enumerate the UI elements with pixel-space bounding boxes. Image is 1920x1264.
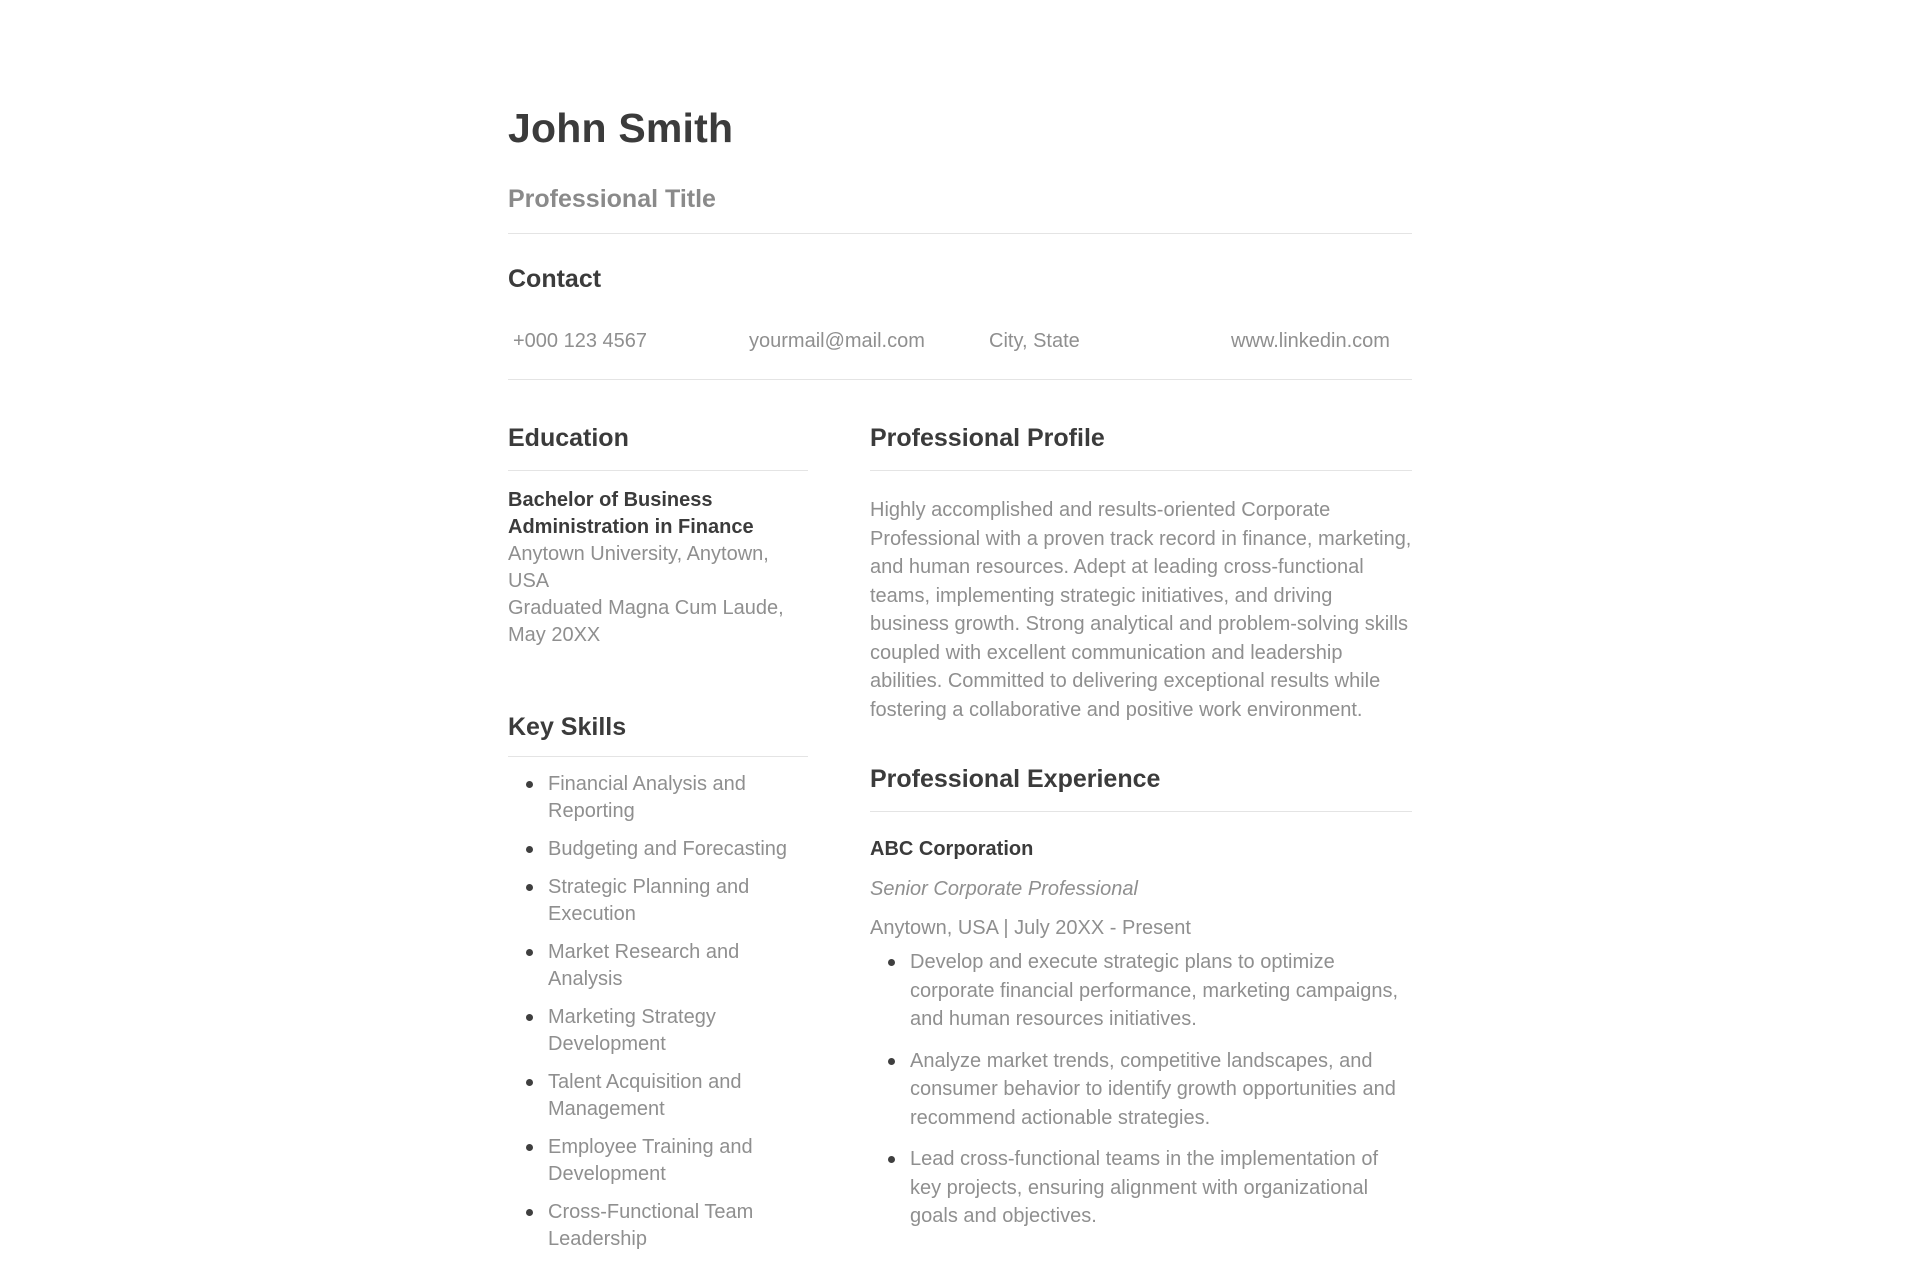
two-column-body xyxy=(508,423,1412,1264)
education-school: Anytown University, Anytown, USA xyxy=(508,543,769,592)
person-name: John Smith xyxy=(508,105,734,151)
header-divider xyxy=(508,233,1412,234)
professional-title: Professional Title xyxy=(508,185,716,213)
contact-row xyxy=(508,329,1412,353)
skill-item: Marketing Strategy Development xyxy=(508,1004,808,1058)
experience-bullet: Analyze market trends, competitive landscapes, and consumer behavior to identify growth opportunities and recommend actionable strategies. xyxy=(870,1047,1412,1133)
skill-item: Financial Analysis and Reporting xyxy=(508,771,808,825)
experience-location-dates: Anytown, USA | July 20XX - Present xyxy=(870,917,1191,939)
professional-experience-heading: Professional Experience xyxy=(870,765,1161,793)
professional-profile-heading: Professional Profile xyxy=(870,424,1105,452)
contact-heading: Contact xyxy=(508,265,602,293)
skill-item: Budgeting and Forecasting xyxy=(508,836,808,863)
education-section xyxy=(508,423,808,649)
professional-experience-section xyxy=(870,764,1412,1231)
education-heading: Education xyxy=(508,424,629,452)
key-skills-heading: Key Skills xyxy=(508,713,627,741)
experience-company: ABC Corporation xyxy=(870,838,1034,860)
skill-item: Strategic Planning and Execution xyxy=(508,874,808,928)
professional-profile-text: Highly accomplished and results-oriented Corporate Professional with a proven track record in finance, marketing, and human resources. Adept at leading cross-functional teams, implementing strategic initiatives, and driving business growth. Strong analytical and problem-solving skills coupled with excellent communication and leadership abilities. Committed to delivering exceptional results while fostering a collaborative and positive work environment. xyxy=(870,499,1412,721)
professional-profile-divider xyxy=(870,470,1412,471)
key-skills-section xyxy=(508,712,808,1253)
key-skills-list xyxy=(508,771,808,1253)
skill-item: Employee Training and Development xyxy=(508,1134,808,1188)
right-column xyxy=(870,423,1412,1264)
contact-section xyxy=(508,264,1412,380)
professional-profile-section xyxy=(870,423,1412,724)
contact-website: www.linkedin.com xyxy=(1231,330,1390,352)
left-column xyxy=(508,423,808,1264)
professional-experience-divider xyxy=(870,811,1412,812)
contact-phone: +000 123 4567 xyxy=(513,330,648,352)
education-degree: Bachelor of Business Administration in Finance xyxy=(508,489,754,538)
experience-role: Senior Corporate Professional xyxy=(870,878,1138,900)
education-divider xyxy=(508,470,808,471)
contact-email: yourmail@mail.com xyxy=(749,330,925,352)
resume-document xyxy=(508,0,1412,1264)
experience-bullet: Develop and execute strategic plans to optimize corporate financial performance, marketing campaigns, and human resources initiatives. xyxy=(870,948,1412,1034)
experience-bullet: Lead cross-functional teams in the implementation of key projects, ensuring alignment with organizational goals and objectives. xyxy=(870,1145,1412,1231)
skill-item: Cross-Functional Team Leadership xyxy=(508,1199,808,1253)
contact-divider xyxy=(508,379,1412,380)
experience-bullet-list xyxy=(870,948,1412,1231)
skill-item: Talent Acquisition and Management xyxy=(508,1069,808,1123)
skill-item: Market Research and Analysis xyxy=(508,939,808,993)
contact-location: City, State xyxy=(989,330,1080,352)
key-skills-divider xyxy=(508,756,808,757)
resume-header xyxy=(508,104,1412,234)
education-graduation: Graduated Magna Cum Laude, May 20XX xyxy=(508,597,784,646)
